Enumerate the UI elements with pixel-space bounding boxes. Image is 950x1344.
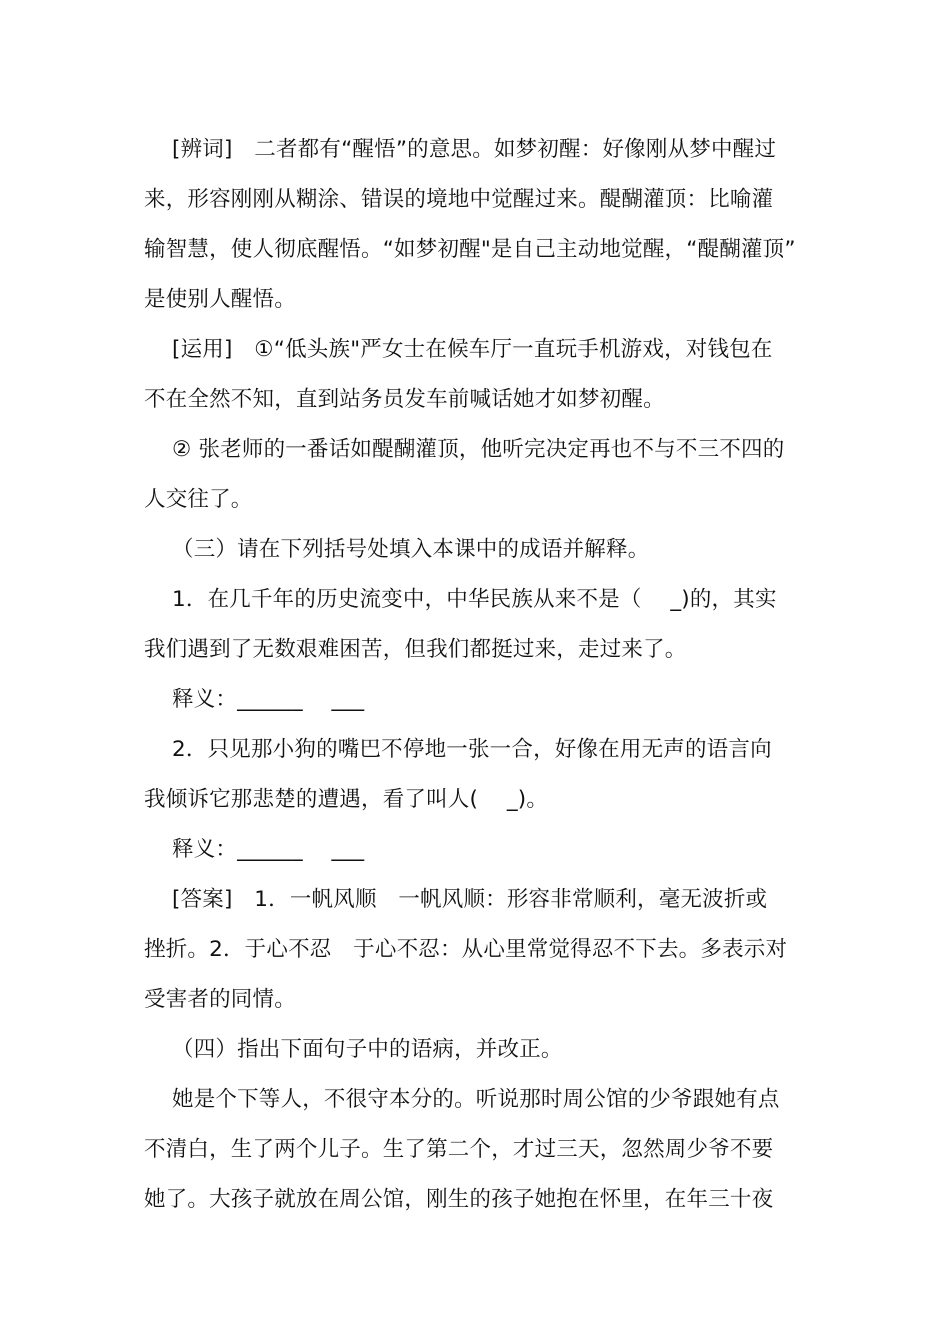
text-line	[0, 930, 950, 970]
text-line	[0, 180, 950, 220]
text-line	[0, 880, 950, 920]
text-line	[0, 530, 950, 570]
text-line-content: 是使别人醒悟。	[144, 287, 296, 312]
text-line	[0, 1130, 950, 1170]
text-line-content: ② 张老师的一番话如醍醐灌顶，他听完决定再也不与不三不四的	[172, 437, 785, 462]
text-line	[0, 230, 950, 270]
text-line	[0, 430, 950, 470]
text-line	[0, 630, 950, 670]
text-line	[0, 480, 950, 520]
text-line	[0, 980, 950, 1020]
text-line	[0, 1030, 950, 1070]
text-line-content: 我们遇到了无数艰难困苦，但我们都挺过来，走过来了。	[144, 637, 687, 662]
text-line-content: （四）指出下面句子中的语病，并改正。	[172, 1037, 563, 1062]
text-line-content: 我倾诉它那悲楚的遭遇，看了叫人( _)。	[144, 787, 549, 812]
text-line-content: 不在全然不知，直到站务员发车前喊话她才如梦初醒。	[144, 387, 665, 412]
text-line-content: 她了。大孩子就放在周公馆，刚生的孩子她抱在怀里，在年三十夜	[144, 1187, 774, 1212]
text-line-content: 输智慧，使人彻底醒悟。“如梦初醒"是自己主动地觉醒，“醍醐灌顶”	[144, 237, 796, 262]
text-line-content: [答案] 1．一帆风顺 一帆风顺：形容非常顺利，毫无波折或	[172, 887, 768, 912]
text-line-content: 挫折。2．于心不忍 于心不忍：从心里常觉得忍不下去。多表示对	[144, 937, 788, 962]
text-line	[0, 380, 950, 420]
text-line	[0, 680, 950, 720]
text-line	[0, 830, 950, 870]
text-line-content: 释义：______ ___	[172, 837, 365, 862]
text-line-content: 不清白，生了两个儿子。生了第二个，才过三天，忽然周少爷不要	[144, 1137, 774, 1162]
text-line	[0, 1180, 950, 1220]
text-line	[0, 330, 950, 370]
text-line-content: 2．只见那小狗的嘴巴不停地一张一合，好像在用无声的语言向	[172, 737, 772, 762]
text-line-content: [运用] ①“低头族"严女士在候车厅一直玩手机游戏，对钱包在	[172, 337, 773, 362]
text-line	[0, 130, 950, 170]
text-line-content: （三）请在下列括号处填入本课中的成语并解释。	[172, 537, 650, 562]
text-line-content: 1．在几千年的历史流变中，中华民族从来不是（ _)的，其实	[172, 587, 777, 612]
text-line-content: [辨词] 二者都有“醒悟”的意思。如梦初醒：好像刚从梦中醒过	[172, 137, 777, 162]
text-line-content: 释义：______ ___	[172, 687, 365, 712]
text-line	[0, 280, 950, 320]
text-line-content: 来，形容刚刚从糊涂、错误的境地中觉醒过来。醍醐灌顶：比喻灌	[144, 187, 774, 212]
text-line-content: 人交往了。	[144, 487, 253, 512]
text-line	[0, 580, 950, 620]
text-line-content: 受害者的同情。	[144, 987, 296, 1012]
text-line-content: 她是个下等人，不很守本分的。听说那时周公馆的少爷跟她有点	[172, 1087, 780, 1112]
text-line	[0, 1080, 950, 1120]
text-line	[0, 730, 950, 770]
text-line	[0, 780, 950, 820]
